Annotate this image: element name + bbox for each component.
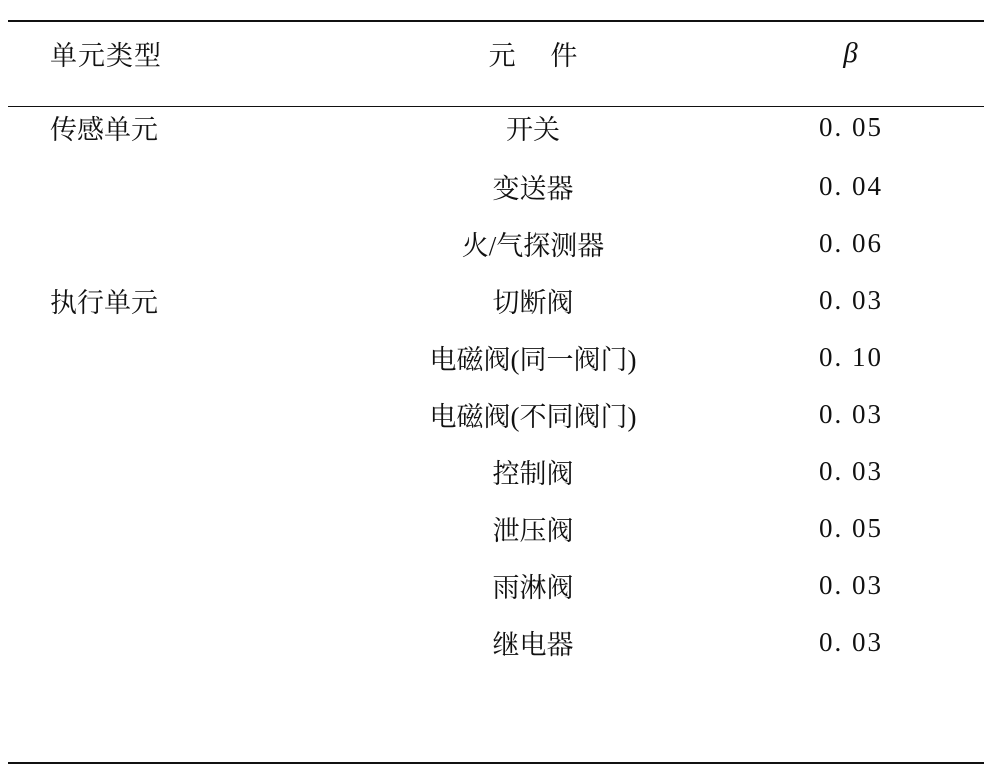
cell-component: 继电器 — [492, 630, 574, 660]
cell-unit-type — [8, 329, 348, 386]
cell-component: 变送器 — [492, 174, 574, 204]
cell-beta: 0. 10 — [819, 342, 883, 372]
table-body — [8, 96, 984, 671]
cell-beta: 0. 03 — [819, 285, 883, 315]
cell-unit-type — [8, 614, 348, 671]
cell-beta: 0. 03 — [819, 456, 883, 486]
cell-unit-type — [8, 215, 348, 272]
column-header-beta: β — [843, 36, 859, 69]
beta-factor-table — [8, 10, 984, 671]
cell-component: 控制阀 — [492, 459, 574, 489]
cell-unit-type: 执行单元 — [50, 288, 158, 318]
column-header-unit-type: 单元类型 — [50, 40, 162, 71]
cell-beta: 0. 05 — [819, 513, 883, 543]
cell-component: 泄压阀 — [492, 516, 574, 546]
cell-unit-type: 传感单元 — [50, 114, 158, 145]
cell-unit-type — [8, 443, 348, 500]
cell-component: 电磁阀(同一阀门) — [429, 345, 637, 375]
cell-component: 切断阀 — [492, 288, 574, 318]
cell-component: 火/气探测器 — [461, 231, 605, 261]
table-row — [8, 443, 984, 500]
table-row — [8, 158, 984, 215]
cell-component: 雨淋阀 — [492, 573, 574, 603]
table-header-rule — [8, 106, 984, 107]
table-row — [8, 386, 984, 443]
column-header-component: 元 件 — [488, 40, 592, 71]
cell-beta: 0. 03 — [819, 399, 883, 429]
cell-component: 电磁阀(不同阀门) — [429, 402, 637, 432]
cell-beta: 0. 03 — [819, 627, 883, 657]
table-row — [8, 272, 984, 329]
table-row — [8, 614, 984, 671]
table-row — [8, 500, 984, 557]
cell-unit-type — [8, 500, 348, 557]
cell-unit-type — [8, 158, 348, 215]
table-bottom-rule — [8, 762, 984, 764]
cell-unit-type — [8, 557, 348, 614]
document-page — [0, 10, 992, 778]
cell-unit-type — [8, 386, 348, 443]
cell-beta: 0. 06 — [819, 228, 883, 258]
table-top-rule — [8, 20, 984, 22]
table-row — [8, 557, 984, 614]
cell-beta: 0. 04 — [819, 171, 883, 201]
cell-component: 开关 — [506, 114, 560, 145]
cell-beta: 0. 05 — [819, 111, 883, 142]
table-row — [8, 329, 984, 386]
table-head — [8, 10, 984, 96]
table-row — [8, 215, 984, 272]
cell-beta: 0. 03 — [819, 570, 883, 600]
table-header-row — [8, 10, 984, 96]
